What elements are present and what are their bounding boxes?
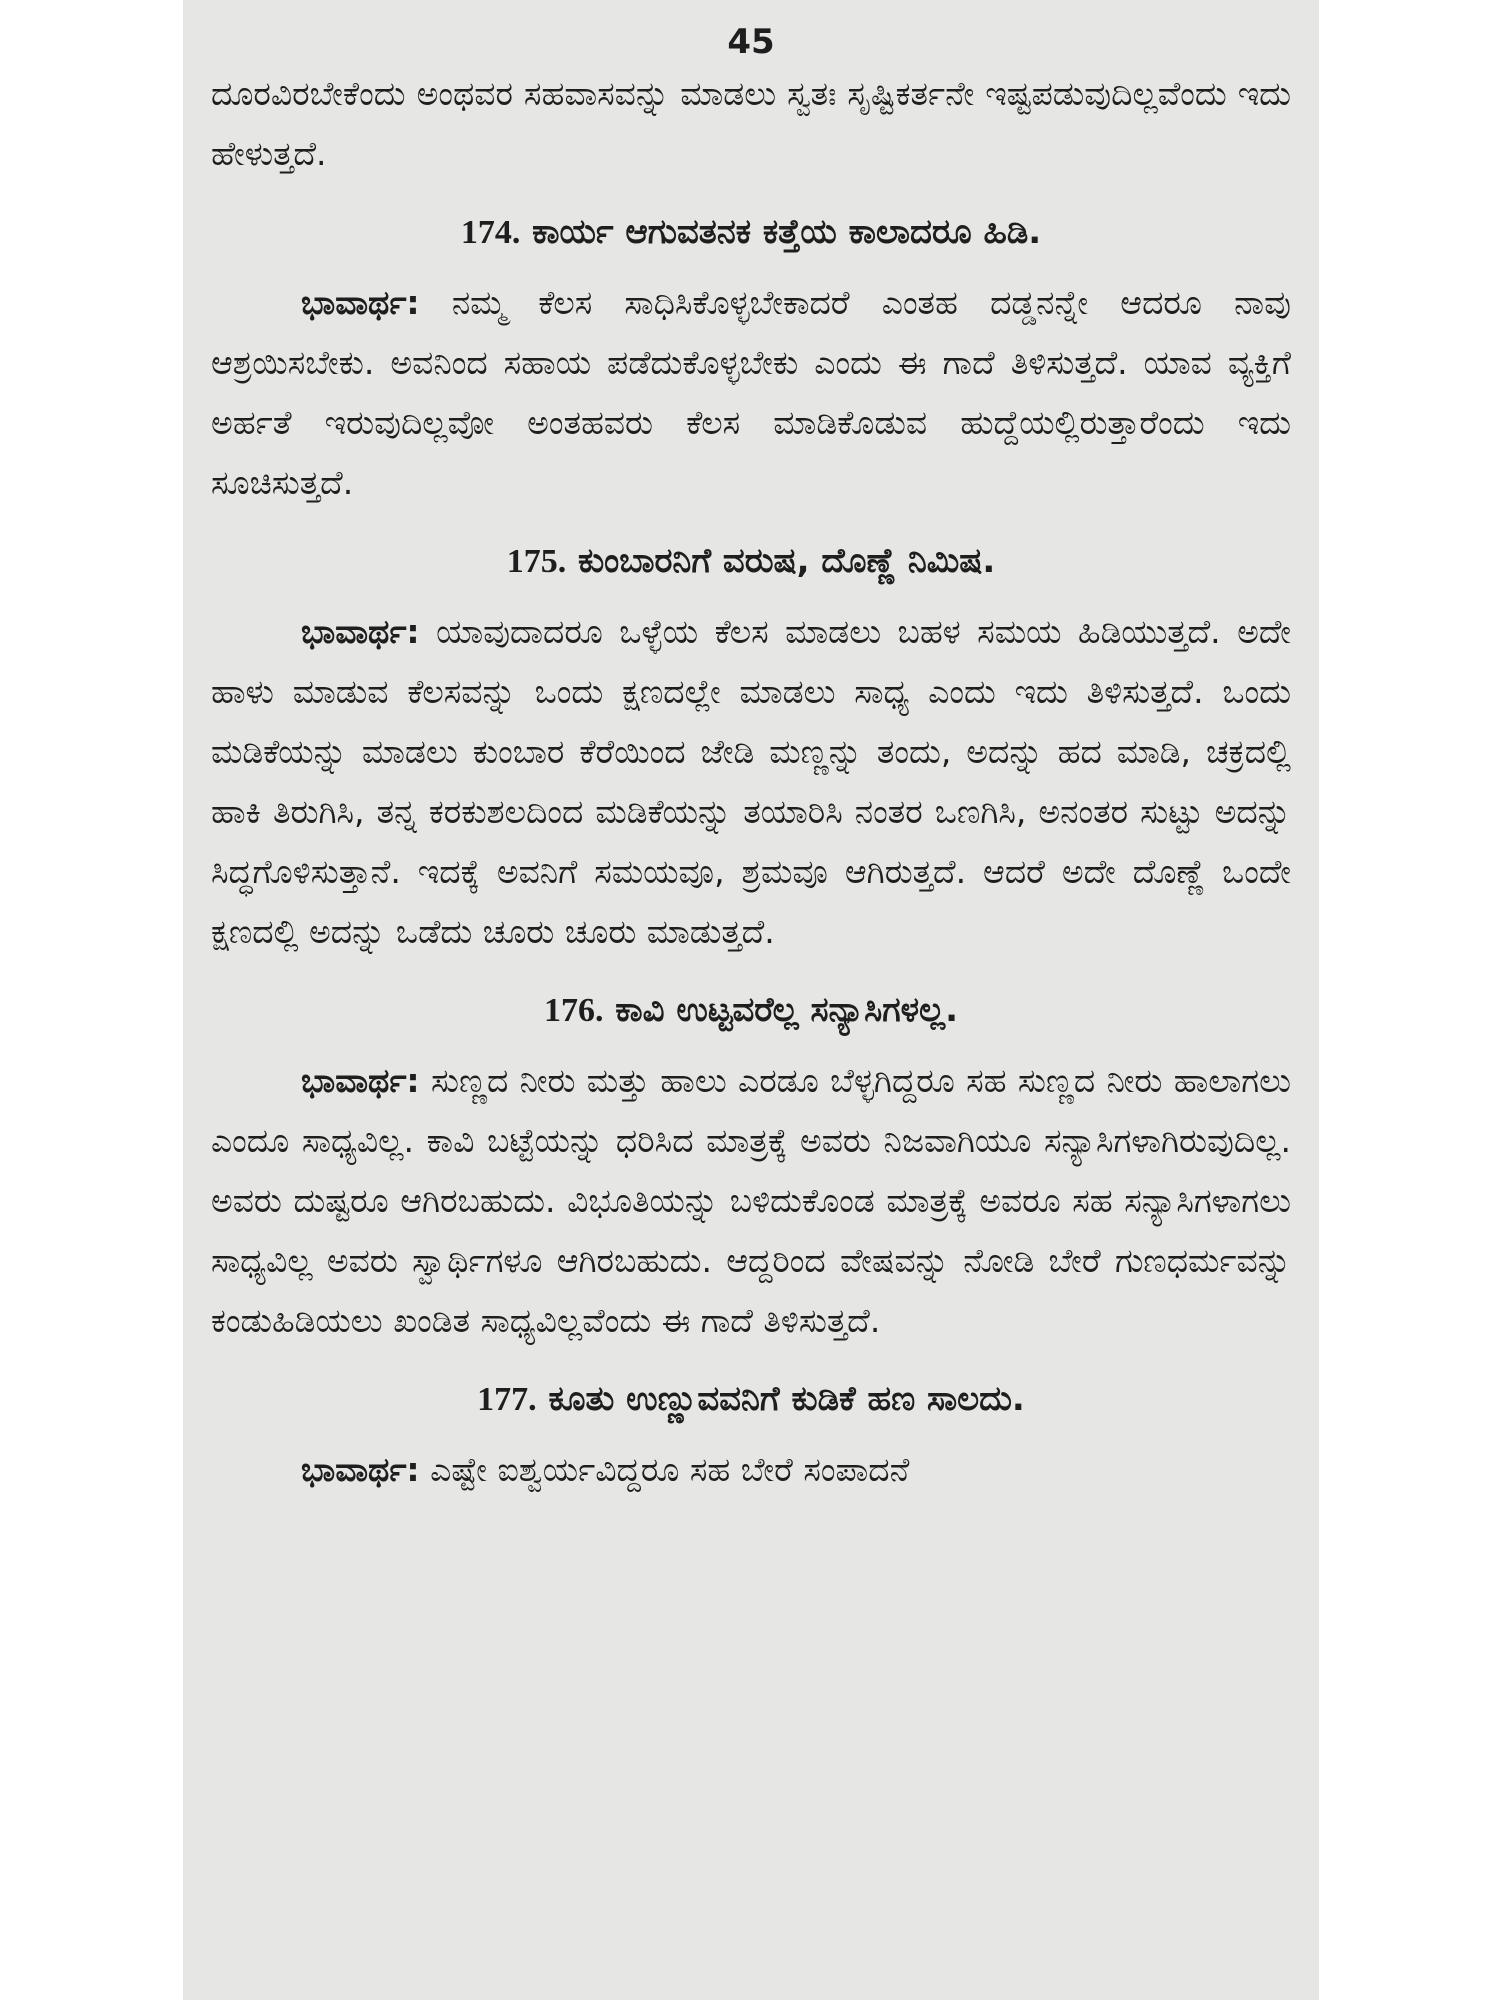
meaning-label: ಭಾವಾರ್ಥ: [301, 1061, 420, 1100]
section-number: 174. [460, 214, 521, 251]
meaning-text: ಸುಣ್ಣದ ನೀರು ಮತ್ತು ಹಾಲು ಎರಡೂ ಬೆಳ್ಳಗಿದ್ದರೂ ಸಹ ಸುಣ್ಣದ ನೀರು ಹಾಲಾಗಲು ಎಂದೂ ಸಾಧ್ಯವಿಲ್ಲ. ಕಾವಿ ಬಟ್ಟೆಯನ್ನು ಧರಿಸಿದ ಮಾತ್ರಕ್ಕೆ ಅವರು ನಿಜವಾಗಿಯೂ ಸನ್ಯಾಸಿಗಳಾಗಿರುವುದಿಲ್ಲ. ಅವರು ದುಷ್ಟರೂ ಆಗಿರಬಹುದು. ವಿಭೂತಿಯನ್ನು ಬಳಿದುಕೊಂಡ ಮಾತ್ರಕ್ಕೆ ಅವರೂ ಸಹ ಸನ್ಯಾಸಿಗಳಾಗಲು ಸಾಧ್ಯವಿಲ್ಲ ಅವರು ಸ್ವಾರ್ಥಿಗಳೂ ಆಗಿರಬಹುದು. ಆದ್ದರಿಂದ ವೇಷವನ್ನು ನೋಡಿ ಬೇರೆ ಗುಣಧರ್ಮವನ್ನು ಕಂಡುಹಿಡಿಯಲು ಖಂಡಿತ ಸಾಧ್ಯವಿಲ್ಲವೆಂದು ಈ ಗಾದೆ ತಿಳಿಸುತ್ತದೆ. [211, 1061, 1291, 1340]
section-title: ಕಾವಿ ಉಟ್ಟವರೆಲ್ಲ ಸನ್ಯಾಸಿಗಳಲ್ಲ. [615, 990, 959, 1030]
section-body [211, 1051, 1291, 1351]
meaning-label: ಭಾವಾರ್ಥ: [301, 612, 420, 651]
section-heading [211, 1369, 1291, 1430]
section-176 [211, 980, 1291, 1351]
section-number: 175. [506, 543, 567, 580]
meaning-label: ಭಾವಾರ್ಥ: [301, 1450, 420, 1489]
meaning-label: ಭಾವಾರ್ಥ: [301, 283, 420, 322]
section-number: 177. [477, 1381, 537, 1418]
section-title: ಕೂತು ಉಣ್ಣುವವನಿಗೆ ಕುಡಿಕೆ ಹಣ ಸಾಲದು. [548, 1379, 1025, 1419]
section-number: 176. [543, 992, 604, 1029]
page-number: 45 [727, 22, 775, 62]
section-title: ಕಾರ್ಯ ಆಗುವತನಕ ಕತ್ತೆಯ ಕಾಲಾದರೂ ಹಿಡಿ. [532, 212, 1042, 252]
page-content [211, 0, 1291, 1500]
section-title: ಕುಂಬಾರನಿಗೆ ವರುಷ, ದೊಣ್ಣೆ ನಿಮಿಷ. [578, 541, 996, 581]
section-body [211, 273, 1291, 513]
section-body [211, 602, 1291, 962]
section-body [211, 1440, 1291, 1500]
section-heading [211, 202, 1291, 263]
intro-paragraph: ದೂರವಿರಬೇಕೆಂದು ಅಂಥವರ ಸಹವಾಸವನ್ನು ಮಾಡಲು ಸ್ವತಃ ಸೃಷ್ಟಿಕರ್ತನೇ ಇಷ್ಟಪಡುವುದಿಲ್ಲವೆಂದು ಇದು ಹೇಳುತ್ತದೆ. [211, 74, 1291, 173]
section-heading [211, 531, 1291, 592]
meaning-text: ಯಾವುದಾದರೂ ಒಳ್ಳೆಯ ಕೆಲಸ ಮಾಡಲು ಬಹಳ ಸಮಯ ಹಿಡಿಯುತ್ತದೆ. ಅದೇ ಹಾಳು ಮಾಡುವ ಕೆಲಸವನ್ನು ಒಂದು ಕ್ಷಣದಲ್ಲೇ ಮಾಡಲು ಸಾಧ್ಯ ಎಂದು ಇದು ತಿಳಿಸುತ್ತದೆ. ಒಂದು ಮಡಿಕೆಯನ್ನು ಮಾಡಲು ಕುಂಬಾರ ಕೆರೆಯಿಂದ ಜೇಡಿ ಮಣ್ಣನ್ನು ತಂದು, ಅದನ್ನು ಹದ ಮಾಡಿ, ಚಕ್ರದಲ್ಲಿ ಹಾಕಿ ತಿರುಗಿಸಿ, ತನ್ನ ಕರಕುಶಲದಿಂದ ಮಡಿಕೆಯನ್ನು ತಯಾರಿಸಿ ನಂತರ ಒಣಗಿಸಿ, ಅನಂತರ ಸುಟ್ಟು ಅದನ್ನು ಸಿದ್ಧಗೊಳಿಸುತ್ತಾನೆ. ಇದಕ್ಕೆ ಅವನಿಗೆ ಸಮಯವೂ, ಶ್ರಮವೂ ಆಗಿರುತ್ತದೆ. ಆದರೆ ಅದೇ ದೊಣ್ಣೆ ಒಂದೇ ಕ್ಷಣದಲ್ಲಿ ಅದನ್ನು ಒಡೆದು ಚೂರು ಚೂರು ಮಾಡುತ್ತದೆ. [211, 612, 1292, 951]
section-177 [211, 1369, 1291, 1500]
section-174 [211, 202, 1291, 513]
section-heading [211, 980, 1291, 1041]
meaning-text: ನಮ್ಮ ಕೆಲಸ ಸಾಧಿಸಿಕೊಳ್ಳಬೇಕಾದರೆ ಎಂತಹ ದಡ್ಡನನ್ನೇ ಆದರೂ ನಾವು ಆಶ್ರಯಿಸಬೇಕು. ಅವನಿಂದ ಸಹಾಯ ಪಡೆದುಕೊಳ್ಳಬೇಕು ಎಂದು ಈ ಗಾದೆ ತಿಳಿಸುತ್ತದೆ. ಯಾವ ವ್ಯಕ್ತಿಗೆ ಅರ್ಹತೆ ಇರುವುದಿಲ್ಲವೋ ಅಂತಹವರು ಕೆಲಸ ಮಾಡಿಕೊಡುವ ಹುದ್ದೆಯಲ್ಲಿರುತ್ತಾರೆಂದು ಇದು ಸೂಚಿಸುತ್ತದೆ. [211, 283, 1291, 502]
section-175 [211, 531, 1291, 962]
book-page [183, 0, 1319, 2000]
meaning-text: ಎಷ್ಟೇ ಐಶ್ವರ್ಯವಿದ್ದರೂ ಸಹ ಬೇರೆ ಸಂಪಾದನೆ [430, 1450, 910, 1489]
